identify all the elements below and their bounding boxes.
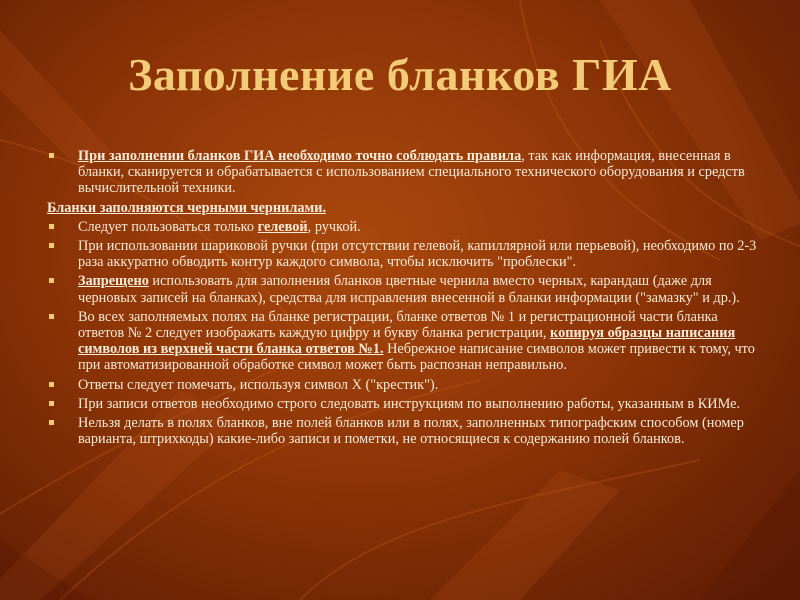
- bullet-item: [47, 309, 757, 374]
- square-bullet-icon: [49, 401, 54, 406]
- item-text: При записи ответов необходимо строго следовать инструкциям по выполнению работы, указанным в КИМе.: [78, 395, 741, 412]
- emphasized-text: копируя образцы написания символов из верхней части бланка ответов №1.: [78, 325, 736, 358]
- bullet-item: [47, 377, 757, 393]
- item-text: Во всех заполняемых полях на бланке регистрации, бланке ответов № 1 и регистрационной части бланка ответов № 2 следует изображать каждую цифру и букву бланка регистрации,: [78, 308, 718, 342]
- bullet-item: [47, 148, 757, 197]
- slide-title: Заполнение бланков ГИА: [128, 49, 672, 100]
- square-bullet-icon: [49, 224, 54, 229]
- item-text: использовать для заполнения бланков цветные чернила вместо черных, карандаш (даже для черновых записей на бланках), средства для исправления внесенной в бланки информации ("замазку" и др.).: [78, 273, 740, 306]
- item-text: Нельзя делать в полях бланков, вне полей бланков или в полях, заполненных типографским способом (номер варианта, штрихкоды) какие-либо записи и пометки, не относящиеся к содержанию полей бланков.: [78, 415, 744, 448]
- square-bullet-icon: [49, 314, 54, 319]
- square-bullet-icon: [49, 153, 54, 158]
- square-bullet-icon: [49, 420, 54, 425]
- emphasized-text: Бланки заполняются черными чернилами.: [47, 199, 327, 216]
- bullet-item: [47, 273, 757, 305]
- bullet-item: [47, 415, 757, 447]
- slide-body: [47, 148, 757, 450]
- item-text: При использовании шариковой ручки (при отсутствии гелевой, капиллярной или перьевой), необходимо по 2-3 раза аккуратно обводить контур каждого символа, чтобы исключить "проблески".: [78, 238, 757, 271]
- item-text: Ответы следует помечать, используя символ Х ("крестик").: [78, 376, 439, 393]
- section-note: [47, 200, 757, 216]
- emphasized-text: Запрещено: [78, 273, 149, 290]
- square-bullet-icon: [49, 382, 54, 387]
- item-text: Небрежное написание символов может привести к тому, что при автоматизированной обработке символ может быть распознан неправильно.: [78, 341, 755, 374]
- item-text: , ручкой.: [307, 218, 361, 235]
- square-bullet-icon: [49, 243, 54, 248]
- square-bullet-icon: [49, 278, 54, 283]
- emphasized-text: гелевой: [257, 218, 308, 235]
- bullet-item: [47, 219, 757, 235]
- item-text: , так как информация, внесенная в бланки, сканируется и обрабатывается с использованием специального технического оборудования и средств вычислительной техники.: [78, 148, 745, 197]
- item-text: Следует пользоваться только: [78, 218, 258, 235]
- emphasized-text: При заполнении бланков ГИА необходимо точно соблюдать правила: [78, 148, 522, 164]
- bullet-item: [47, 396, 757, 412]
- bullet-item: [47, 238, 757, 270]
